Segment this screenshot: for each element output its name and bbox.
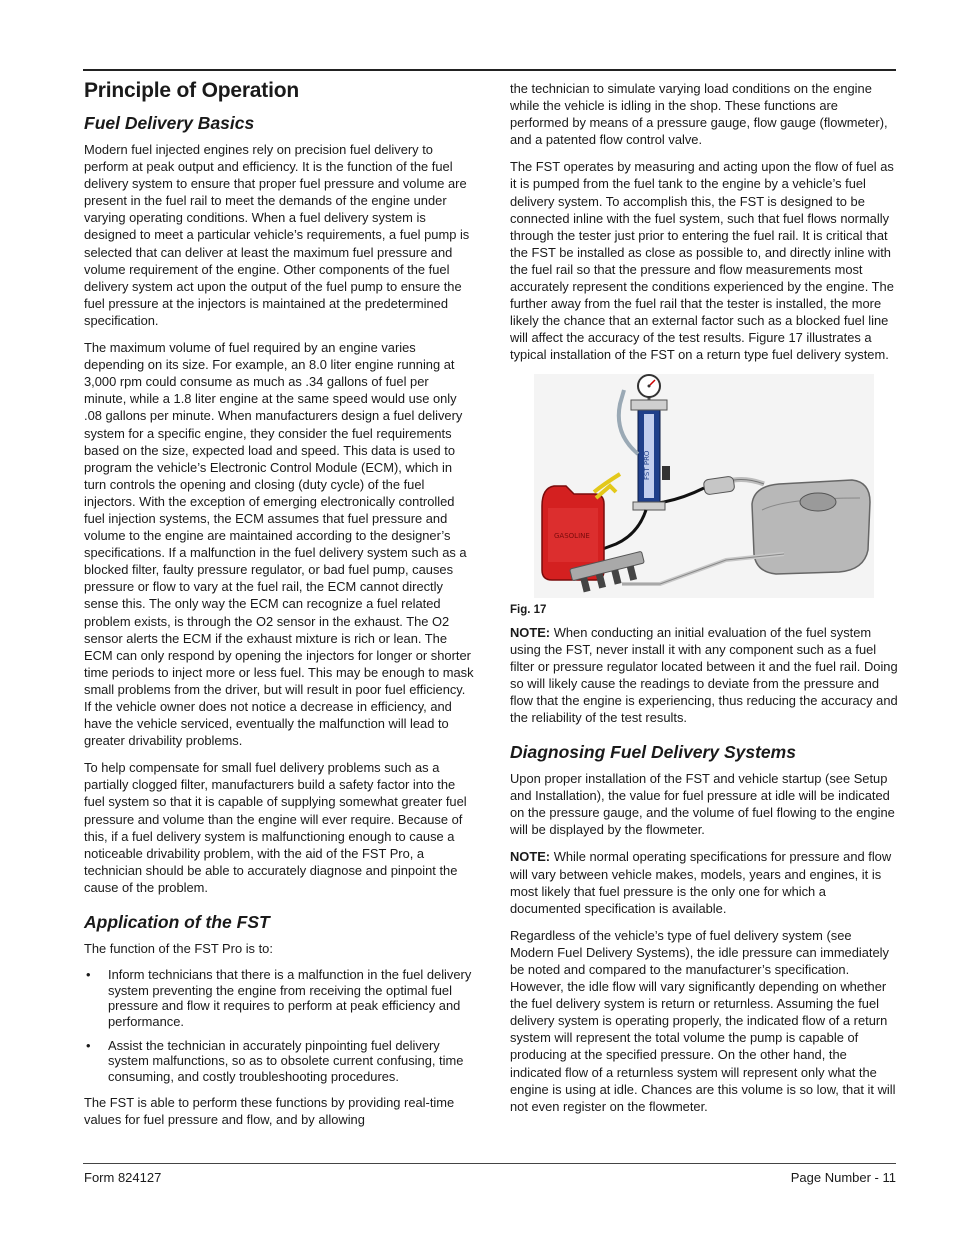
paragraph-diagnosing-2: Regardless of the vehicle’s type of fuel delivery system (see Modern Fuel Delivery Systems), the idle pressure can immediately be noted and compared to the manufacturer’s specification. However, the idle flow will vary significantly depending on whether the fuel delivery system is return or returnless. Assuming the fuel delivery system is operating properly, the indicated flow of a return system will represent the total volume the pump is capable of producing at the specified pressure. On the other hand, the indicated flow of a returnless system will represent only what the engine is using at idle. Chances are this volume is so low, that it will not even register on the flowmeter. [510, 927, 896, 1114]
paragraph-fst-operation: The FST operates by measuring and acting upon the flow of fuel as it is pumped from the fuel tank to the engine by a vehicle’s fuel delivery system. To accomplish this, the FST is designed to be connected inline with the fuel system, such that fuel flows normally through the tester just prior to entering the fuel rail. It is critical that the FST be installed as close as possible to, and directly inline with the fuel rail so that the pressure and flow measurements most accurately represent the conditions experienced by the engine. The further away from the fuel rail that the tester is installed, the more likely the chance that an external factor such as a blocked fuel line will affect the accuracy of the test results. Figure 17 illustrates a typical installation of the FST on a return type fuel delivery system. [510, 159, 894, 363]
function-list [84, 967, 474, 1084]
list-item: • Inform technicians that there is a malfunction in the fuel delivery system preventing the engine from receiving the optimal fuel pressure and flow it requires to perform at peak efficiency and performance. [86, 967, 472, 1029]
left-column [84, 76, 474, 1138]
paragraph-fuel-basics-2: The maximum volume of fuel required by an engine varies depending on its size. For example, an 8.0 liter engine running at 3,000 rpm could consume as much as .34 gallons of fuel per minute, while a 1.8 liter engine at the same speed would use only .08 gallons per minute. When manufacturers design a fuel delivery system for a specific engine, they consider the fuel requirements based on the size, expected load and speed. This data is used to program the vehicle’s Electronic Control Module (ECM), which in turn controls the opening and closing (duty cycle) of the fuel injectors. With the exception of emerging electronically controlled fuel injection systems, the ECM assumes that fuel pressure and volume to the engine are maintained according to the designer’s specifications. If a malfunction in the fuel delivery system such as a blocked filter, faulty pressure regulator, or bad fuel pump, causes pressure or flow to vary at the fuel rail, the ECM cannot directly sense this. The only way the ECM can recognize a fuel related problem exists, is through the O2 sensor in the exhaust. The O2 sensor alerts the ECM if the exhaust mixture is rich or lean. The ECM can only respond by opening the injectors for longer or shorter time periods to inject more or less fuel. This may be enough to mask small problems from the driver, but will result in poor fuel efficiency. If the vehicle owner does not notice a decrease in efficiency, and have the vehicle serviced, eventually the malfunction will lead to greater drivability problems. [84, 340, 474, 749]
bullet-glyph: • [86, 1037, 91, 1053]
note-label: NOTE: [510, 849, 551, 865]
footer-page-number: Page Number - 11 [790, 1170, 896, 1185]
fst-installation-illustration [534, 374, 874, 598]
paragraph-diagnosing-1: Upon proper installation of the FST and vehicle startup (see Setup and Installation), the value for fuel pressure at idle will be indicated on the pressure gauge, and the volume of fuel flowing to the engine will be displayed by the flowmeter. [510, 771, 895, 838]
flow-control-valve-icon [662, 466, 670, 480]
paragraph-fuel-basics-3: To help compensate for small fuel delivery problems such as a partially clogged filter, manufacturers build a safety factor into the fuel system so that it is capable of supplying somewhat greater fuel pressure and volume than the engine will ever require. Because of this, if a fuel delivery system is malfunctioning enough to cause a noticeable drivability problem, with the aid of the FST Pro, a technician should be able to accurately diagnose and pinpoint the cause of the problem. [84, 760, 467, 895]
footer-form-number: Form 824127 [84, 1170, 162, 1185]
bullet-glyph: • [86, 967, 91, 983]
fuel-pump-icon [800, 493, 836, 511]
page-title: Principle of Operation [84, 79, 299, 102]
paragraph-application-end: The FST is able to perform these functions by providing real-time values for fuel pressure and flow, and by allowing [84, 1095, 455, 1128]
top-rule [83, 69, 896, 71]
figure-caption: Fig. 17 [510, 603, 547, 616]
paragraph-continued: the technician to simulate varying load conditions on the engine while the vehicle is idling in the shop. These functions are performed by means of a pressure gauge, flow gauge (flowmeter), and a patented flow control valve. [510, 81, 888, 148]
figure-17-installation-illustration [534, 374, 874, 598]
paragraph-fuel-basics-1: Modern fuel injected engines rely on precision fuel delivery to perform at peak output and efficiency. It is the function of the fuel delivery system to ensure that proper fuel pressure and volume are present in the fuel rail to meet the demands of the engine under varying operating conditions. When a fuel delivery system is designed to meet a particular vehicle’s requirements, a fuel pump is selected that can deliver at least the maximum fuel pressure and volume requirement of the engine. Other components of the fuel delivery system act upon the output of the fuel pump to ensure the fuel pressure at the injectors is maintained at the predetermined specification. [84, 142, 470, 328]
heading-application-of-fst: Application of the FST [84, 912, 270, 933]
note-label: NOTE: [510, 624, 551, 640]
svg-text:FST PRO: FST PRO [643, 450, 651, 480]
list-item: • Assist the technician in accurately pinpointing fuel delivery system malfunctions, so as to obsolete current confusing, time consuming, and costly troubleshooting procedures. [86, 1037, 464, 1084]
paragraph-application-intro: The function of the FST Pro is to: [84, 941, 273, 957]
note-installation: NOTE: When conducting an initial evaluation of the fuel system using the FST, never install it with any component such as a fuel filter or pressure regulator located between it and the fuel rail. Doing so will likely cause the readings to deviate from the pressure and flow that the engine is experiencing, thus reducing the accuracy and the reliability of the test results. [510, 624, 898, 725]
heading-diagnosing: Diagnosing Fuel Delivery Systems [510, 742, 796, 763]
section-application [84, 912, 474, 1128]
right-column [510, 80, 898, 1125]
svg-text:GASOLINE: GASOLINE [554, 531, 590, 540]
note-specifications: NOTE: While normal operating specifications for pressure and flow will vary between vehicle makes, models, years and engines, it is most likely that fuel pressure is the only one for which a documented specification is available. [510, 849, 892, 916]
heading-fuel-delivery-basics: Fuel Delivery Basics [84, 113, 255, 133]
section-diagnosing [510, 742, 898, 1115]
bottom-rule [83, 1163, 896, 1164]
